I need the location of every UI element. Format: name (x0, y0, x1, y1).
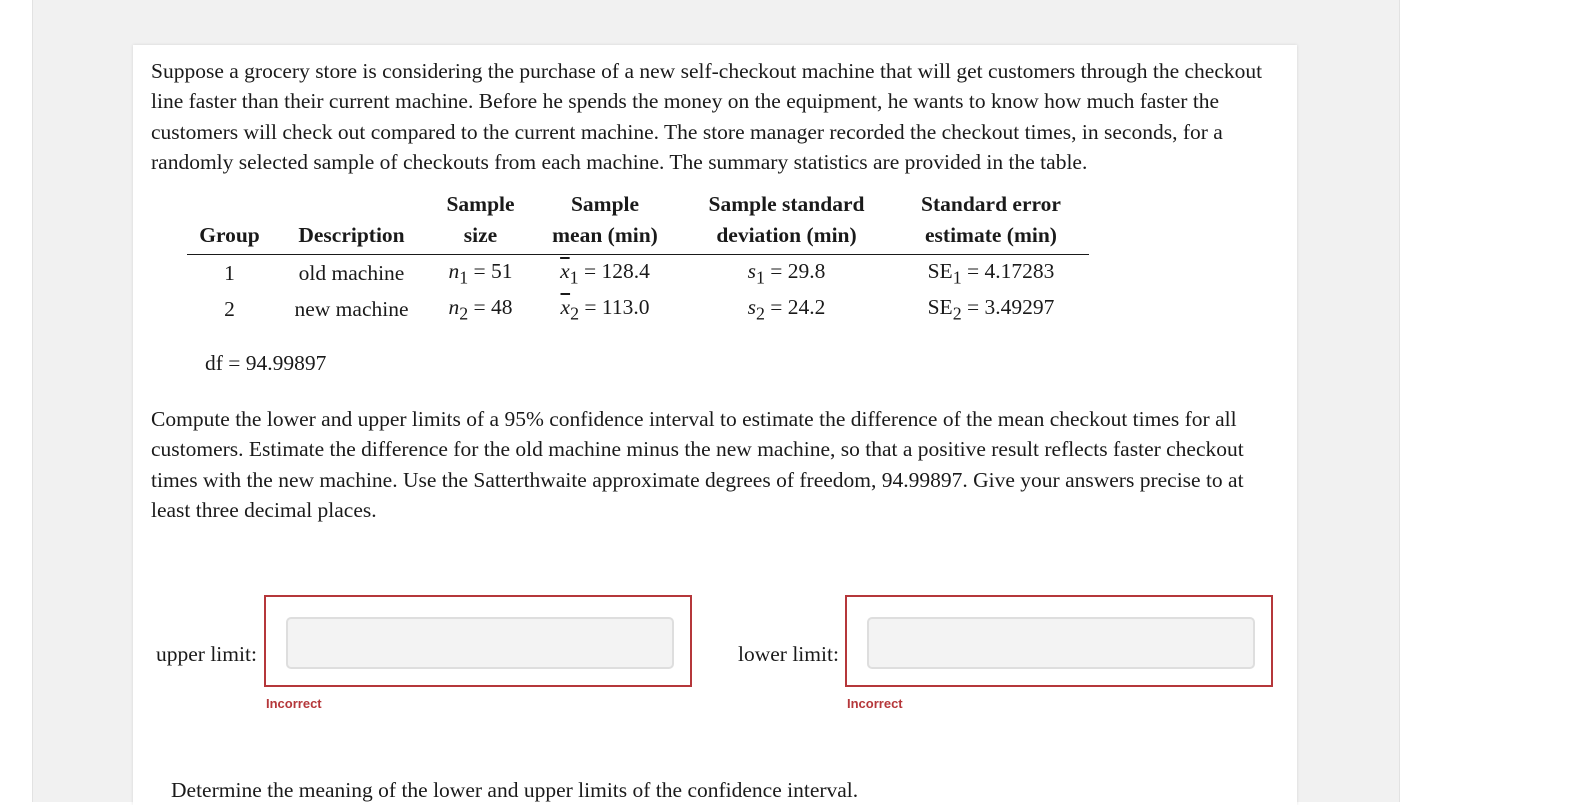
header-standard-error-line2: estimate (min) (925, 222, 1057, 247)
symbol-se: SE (927, 295, 953, 320)
value: = 24.2 (770, 295, 826, 320)
cell-sample-mean (530, 292, 680, 329)
cell-standard-error (893, 292, 1089, 329)
table-row (187, 292, 1089, 329)
cell-sample-mean (530, 255, 680, 292)
lower-limit-label: lower limit: (738, 642, 839, 666)
header-sample-size (431, 189, 530, 255)
lower-limit-answer-frame (845, 595, 1273, 687)
cell-group: 2 (224, 297, 235, 322)
upper-limit-label: upper limit: (156, 642, 257, 666)
table-header-row (187, 189, 1089, 255)
value: = 29.8 (770, 258, 826, 283)
header-standard-error (893, 189, 1089, 255)
value: = 51 (473, 258, 513, 283)
cell-group: 1 (224, 260, 235, 285)
subscript: 2 (459, 303, 469, 324)
header-sample-size-line1: Sample (446, 192, 515, 216)
header-sample-mean-line2: mean (min) (552, 222, 658, 247)
subscript: 2 (570, 303, 580, 324)
subscript: 1 (952, 266, 962, 287)
next-question-text: Determine the meaning of the lower and upper limits of the confidence interval. (171, 778, 859, 802)
upper-limit-answer-frame (264, 595, 692, 687)
question-card (133, 45, 1297, 805)
subscript: 2 (755, 303, 765, 324)
symbol-x-bar: $\overline{x}$ (560, 258, 570, 283)
cell-sample-size (431, 255, 530, 292)
table-row (187, 255, 1089, 292)
cell-standard-error (893, 255, 1089, 292)
symbol-n: n (448, 258, 460, 283)
subscript: 1 (459, 266, 469, 287)
lower-limit-input[interactable] (867, 617, 1255, 669)
value: = 3.49297 (967, 295, 1055, 320)
header-sample-size-line2: size (463, 222, 498, 247)
upper-limit-input[interactable] (286, 617, 674, 669)
header-standard-error-line1: Standard error (921, 192, 1061, 216)
header-sample-sd (680, 189, 893, 255)
summary-statistics-table (187, 189, 1089, 328)
problem-instructions: Compute the lower and upper limits of a 95% confidence interval to estimate the difference of the mean checkout times for all customers. Estimate the difference for the old machine minus the new machine, so that a positive result reflects faster checkout times with the new machine. Use the Satterthwaite approximate degrees of freedom, 94.99897. Give your answers precise to at least three decimal places. (151, 407, 1244, 522)
problem-intro: Suppose a grocery store is considering the purchase of a new self-checkout machine that will get customers through the checkout line faster than their current machine. Before he spends the money on the equipment, he wants to know how much faster the customers will check out compared to the current machine. The store manager recorded the checkout times, in seconds, for a randomly selected sample of checkouts from each machine. The summary statistics are provided in the table. (151, 59, 1263, 174)
cell-description: old machine (298, 260, 405, 285)
value: = 113.0 (584, 295, 650, 320)
symbol-se: SE (927, 258, 953, 283)
cell-sample-sd (680, 292, 893, 329)
value: = 4.17283 (967, 258, 1055, 283)
symbol-s: s (747, 258, 756, 283)
header-sample-sd-line2: deviation (min) (716, 222, 857, 247)
cell-sample-size (431, 292, 530, 329)
value: = 128.4 (583, 258, 650, 283)
subscript: 1 (755, 266, 765, 287)
symbol-x-bar: $\overline{x}$ (560, 295, 571, 320)
degrees-of-freedom: df = 94.99897 (205, 351, 327, 375)
header-group: Group (187, 189, 272, 255)
subscript: 2 (952, 303, 962, 324)
cell-description: new machine (294, 297, 409, 322)
symbol-s: s (747, 295, 756, 320)
symbol-n: n (448, 295, 460, 320)
cell-sample-sd (680, 255, 893, 292)
header-sample-mean-line1: Sample (570, 192, 640, 216)
lower-limit-status: Incorrect (847, 696, 903, 711)
header-description: Description (272, 189, 431, 255)
subscript: 1 (569, 266, 579, 287)
value: = 48 (473, 295, 513, 320)
upper-limit-status: Incorrect (266, 696, 322, 711)
header-sample-mean (530, 189, 680, 255)
header-sample-sd-line1: Sample standard (708, 192, 865, 216)
